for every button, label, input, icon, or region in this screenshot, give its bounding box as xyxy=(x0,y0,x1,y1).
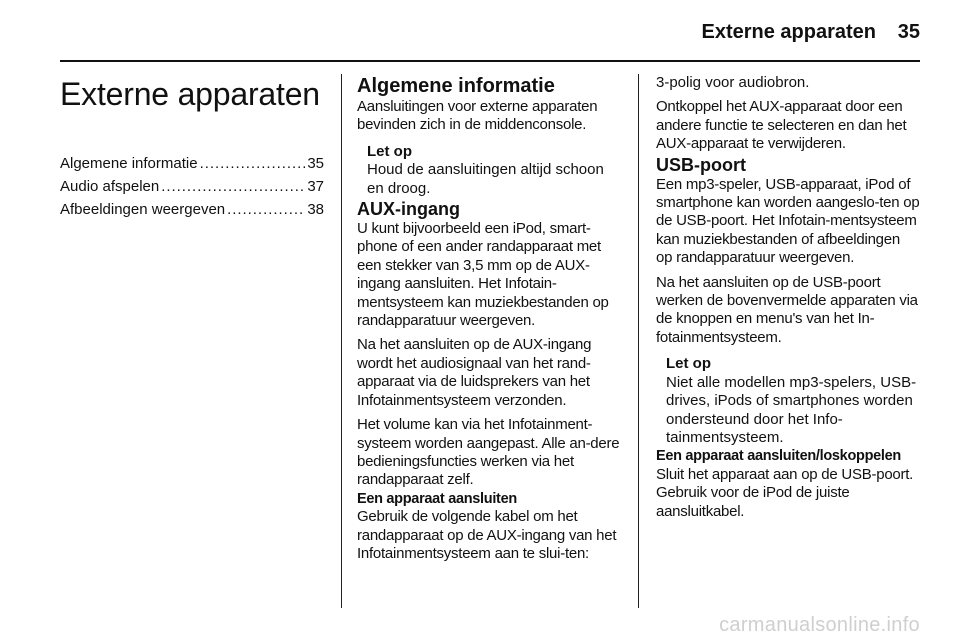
column-divider xyxy=(638,74,639,608)
connect-heading: Een apparaat aansluiten xyxy=(357,490,517,507)
note-label: Let op xyxy=(666,355,711,373)
toc-leader-dots xyxy=(161,175,305,198)
note-label: Let op xyxy=(367,142,412,160)
column-divider xyxy=(341,74,342,608)
connect-disconnect-paragraph: Sluit het apparaat aan op de USB-poort. Gebruik voor de iPod de juiste aansluitkabel. xyxy=(656,465,914,520)
note-block xyxy=(666,355,920,447)
usb-paragraph-2: Na het aansluiten op de USB-poort werken de bovenvermelde apparaten via de knoppen en menu's van het In-fotainmentsysteem. xyxy=(656,273,918,346)
toc-page: 38 xyxy=(307,201,324,218)
toc-entry-afbeeldingen-weergeven[interactable] xyxy=(60,198,324,221)
usb-paragraph-1: Een mp3-speler, USB-apparaat, iPod of smartphone kan worden aangeslo-ten op de USB-poort. Het Infotain-mentsysteem kan muziekbestanden of afbeeldingen op randapparatuur weergeven. xyxy=(656,175,920,267)
paragraph-3-polig: 3-polig voor audiobron. xyxy=(656,74,810,91)
toc-label: Audio afspelen xyxy=(60,178,160,195)
toc-leader-dots xyxy=(200,152,306,175)
right-column xyxy=(656,74,920,521)
toc-page: 37 xyxy=(307,178,324,195)
section-title-aux-ingang: AUX-ingang xyxy=(357,199,460,220)
chapter-title: Externe apparaten xyxy=(60,76,320,112)
toc-entry-algemene-informatie[interactable] xyxy=(60,152,324,175)
section-title-algemene-informatie: Algemene informatie xyxy=(357,75,555,97)
toc-entry-audio-afspelen[interactable] xyxy=(60,175,324,198)
aux-paragraph-1: U kunt bijvoorbeeld een iPod, smart-phone of een ander randapparaat met een stekker van 3,5 mm op de AUX-ingang aansluiten. Het Infotain-mentsysteem kan muziekbestanden op randapparatuur weergeven. xyxy=(357,220,609,330)
header-rule xyxy=(60,60,920,62)
section-title-usb-poort: USB-poort xyxy=(656,154,746,175)
page-number: 35 xyxy=(897,21,920,43)
note-block xyxy=(367,143,621,198)
watermark: carmanualsonline.info xyxy=(719,614,920,636)
note-text: Niet alle modellen mp3-spelers, USB-drives, iPods of smartphones worden ondersteund door het Info-tainmentsysteem. xyxy=(666,373,917,446)
note-text: Houd de aansluitingen altijd schoon en droog. xyxy=(367,161,604,197)
running-header-title: Externe apparaten xyxy=(701,21,876,43)
paragraph-ontkoppel: Ontkoppel het AUX-apparaat door een andere functie te selecteren en dan het AUX-apparaat te verwijderen. xyxy=(656,98,907,153)
connect-paragraph: Gebruik de volgende kabel om het randapparaat op de AUX-ingang van het Infotainmentsysteem aan te slui-ten: xyxy=(357,508,617,562)
table-of-contents xyxy=(60,152,324,221)
toc-label: Afbeeldingen weergeven xyxy=(60,201,226,218)
intro-paragraph: Aansluitingen voor externe apparaten bevinden zich in de middenconsole. xyxy=(357,98,598,134)
toc-label: Algemene informatie xyxy=(60,155,198,172)
middle-column xyxy=(357,74,621,563)
aux-paragraph-2: Na het aansluiten op de AUX-ingang wordt het audiosignaal van het rand-apparaat via de luidsprekers van het Infotainmentsysteem verzonden. xyxy=(357,336,592,409)
toc-page: 35 xyxy=(307,155,324,172)
toc-leader-dots xyxy=(227,198,305,221)
left-column xyxy=(60,74,324,221)
connect-disconnect-heading: Een apparaat aansluiten/loskoppelen xyxy=(656,448,901,465)
aux-paragraph-3: Het volume kan via het Infotainment-systeem worden aangepast. Alle an-dere bedieningsfuncties werken via het randapparaat zelf. xyxy=(357,416,620,489)
